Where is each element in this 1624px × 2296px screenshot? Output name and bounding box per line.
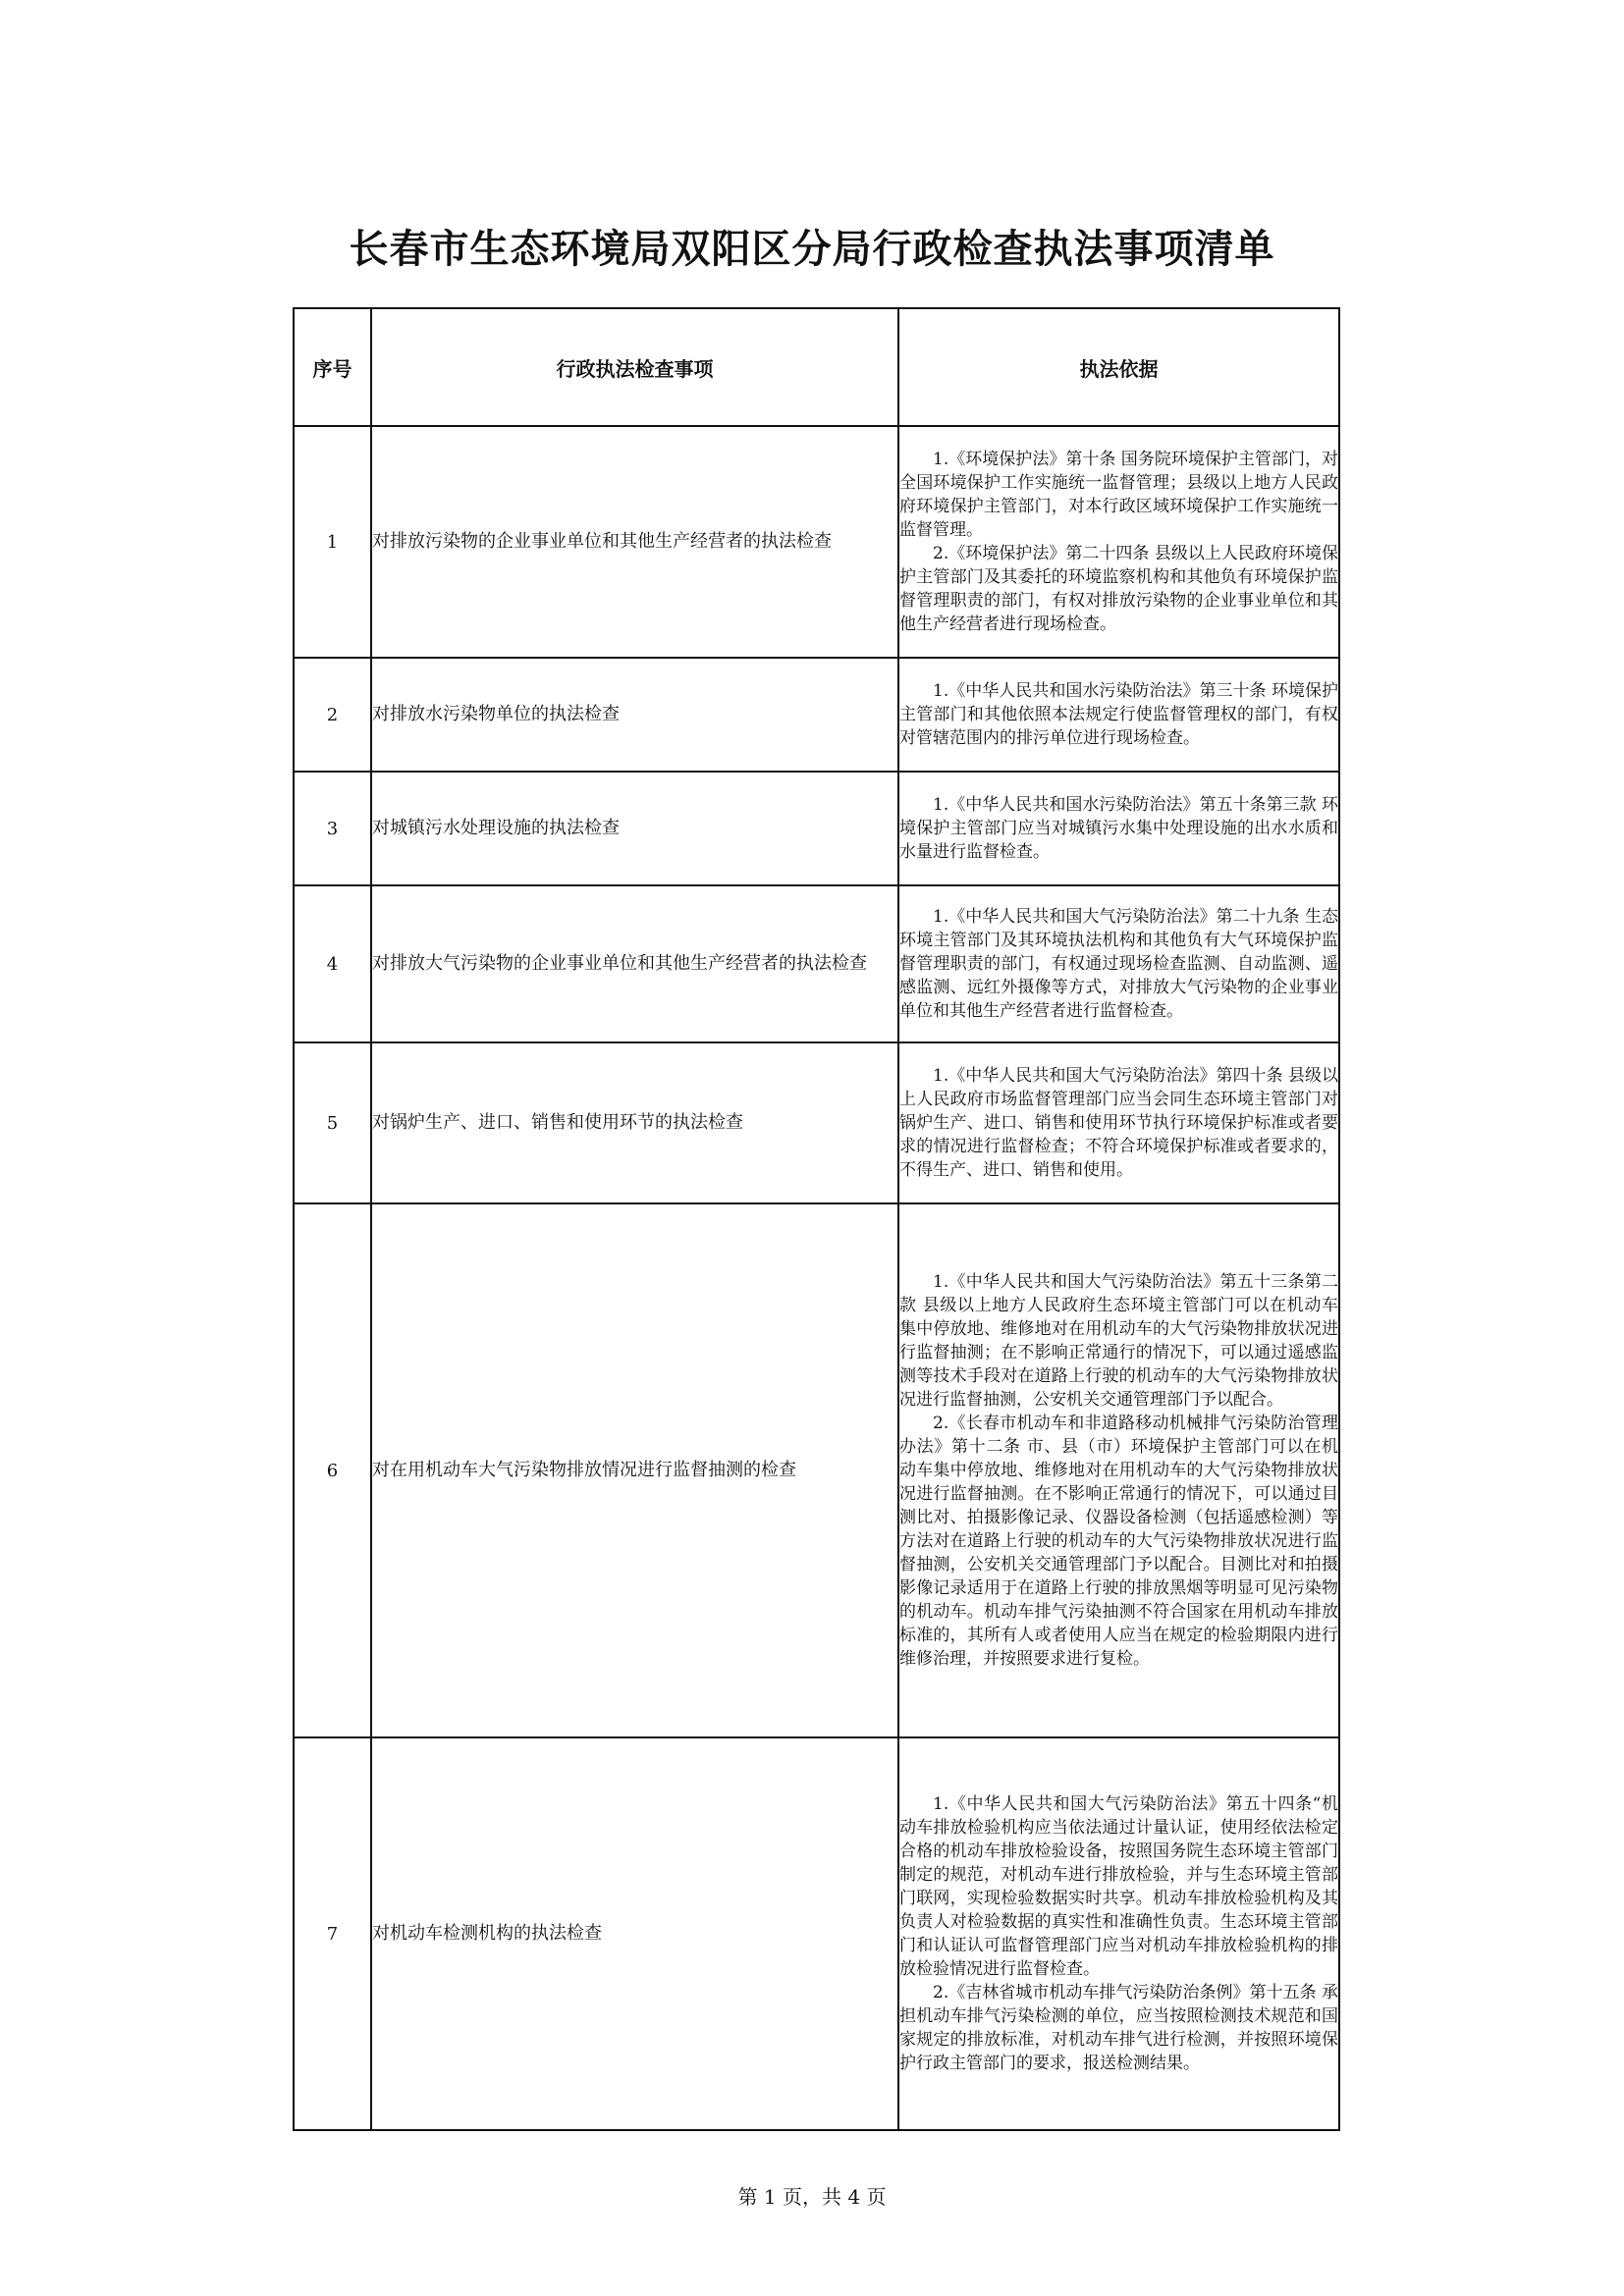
page-footer: 第 1 页，共 4 页 — [737, 2185, 887, 2209]
basis-clause: 2.《环境保护法》第二十四条 县级以上人民政府环境保护主管部门及其委托的环境监察机构和其他负有环境保护监督管理职责的部门，有权对排放污染物的企业事业单位和其他生产经营者进行现场检查。 — [899, 544, 1338, 634]
row-item: 对排放污染物的企业事业单位和其他生产经营者的执法检查 — [371, 426, 898, 658]
row-basis — [898, 426, 1339, 658]
row-item: 对机动车检测机构的执法检查 — [371, 1737, 898, 2130]
table-row — [294, 658, 1339, 772]
table-row — [294, 1203, 1339, 1737]
row-basis — [898, 885, 1339, 1042]
row-seq: 7 — [294, 1737, 371, 2130]
basis-clause: 2.《长春市机动车和非道路移动机械排气污染防治管理办法》第十二条 市、县（市）环境保护主管部门可以在机动车集中停放地、维修地对在用机动车的大气污染物排放状况进行监督抽测。在不影响正常通行的情况下，可以通过目测比对、拍摄影像记录、仪器设备检测（包括遥感检测）等方法对在道路上行驶的机动车的大气污染物排放状况进行监督抽测，公安机关交通管理部门予以配合。目测比对和拍摄影像记录适用于在道路上行驶的排放黑烟等明显可见污染物的机动车。机动车排气污染抽测不符合国家在用机动车排放标准的，其所有人或者使用人应当在规定的检验期限内进行维修治理，并按照要求进行复检。 — [899, 1414, 1338, 1669]
row-basis — [898, 1042, 1339, 1203]
basis-clause: 1.《中华人民共和国水污染防治法》第五十条第三款 环境保护主管部门应当对城镇污水集中处理设施的出水水质和水量进行监督检查。 — [899, 795, 1338, 862]
basis-clause: 1.《环境保护法》第十条 国务院环境保护主管部门，对全国环境保护工作实施统一监督管理；县级以上地方人民政府环境保护主管部门，对本行政区域环境保护工作实施统一监督管理。 — [899, 450, 1338, 540]
row-seq: 6 — [294, 1203, 371, 1737]
row-basis — [898, 1737, 1339, 2130]
basis-clause: 1.《中华人民共和国大气污染防治法》第二十九条 生态环境主管部门及其环境执法机构和其他负有大气环境保护监督管理职责的部门，有权通过现场检查监测、自动监测、遥感监测、远红外摄像等方式，对排放大气污染物的企业事业单位和其他生产经营者进行监督检查。 — [899, 907, 1338, 1021]
basis-clause: 1.《中华人民共和国大气污染防治法》第五十三条第二款 县级以上地方人民政府生态环境主管部门可以在机动车集中停放地、维修地对在用机动车的大气污染物排放状况进行监督抽测；在不影响正常通行的情况下，可以通过遥感监测等技术手段对在道路上行驶的机动车的大气污染物排放状况进行监督抽测，公安机关交通管理部门予以配合。 — [899, 1272, 1338, 1410]
header-basis: 执法依据 — [898, 308, 1339, 426]
header-item: 行政执法检查事项 — [371, 308, 898, 426]
header-seq: 序号 — [294, 308, 371, 426]
row-seq: 2 — [294, 658, 371, 772]
table-header-row — [294, 308, 1339, 426]
row-basis — [898, 1203, 1339, 1737]
row-seq: 5 — [294, 1042, 371, 1203]
row-item: 对排放大气污染物的企业事业单位和其他生产经营者的执法检查 — [371, 885, 898, 1042]
table-row — [294, 1737, 1339, 2130]
basis-clause: 2.《吉林省城市机动车排气污染防治条例》第十五条 承担机动车排气污染检测的单位，应当按照检测技术规范和国家规定的排放标准，对机动车排气进行检测，并按照环境保护行政主管部门的要求，报送检测结果。 — [899, 1983, 1338, 2073]
table-row — [294, 772, 1339, 885]
row-seq: 4 — [294, 885, 371, 1042]
row-seq: 1 — [294, 426, 371, 658]
table-row — [294, 885, 1339, 1042]
row-item: 对排放水污染物单位的执法检查 — [371, 658, 898, 772]
row-item: 对在用机动车大气污染物排放情况进行监督抽测的检查 — [371, 1203, 898, 1737]
page-title: 长春市生态环境局双阳区分局行政检查执法事项清单 — [349, 227, 1275, 272]
basis-clause: 1.《中华人民共和国大气污染防治法》第四十条 县级以上人民政府市场监督管理部门应当会同生态环境主管部门对锅炉生产、进口、销售和使用环节执行环境保护标准或者要求的情况进行监督检查；不符合环境保护标准或者要求的，不得生产、进口、销售和使用。 — [899, 1066, 1338, 1180]
basis-clause: 1.《中华人民共和国水污染防治法》第三十条 环境保护主管部门和其他依照本法规定行使监督管理权的部门，有权对管辖范围内的排污单位进行现场检查。 — [899, 681, 1338, 748]
row-basis — [898, 658, 1339, 772]
table-row — [294, 1042, 1339, 1203]
enforcement-table — [293, 307, 1340, 2131]
table-row — [294, 426, 1339, 658]
row-basis — [898, 772, 1339, 885]
row-item: 对锅炉生产、进口、销售和使用环节的执法检查 — [371, 1042, 898, 1203]
row-seq: 3 — [294, 772, 371, 885]
basis-clause: 1.《中华人民共和国大气污染防治法》第五十四条“机动车排放检验机构应当依法通过计量认证，使用经依法检定合格的机动车排放检验设备，按照国务院生态环境主管部门制定的规范，对机动车进行排放检验，并与生态环境主管部门联网，实现检验数据实时共享。机动车排放检验机构及其负责人对检验数据的真实性和准确性负责。生态环境主管部门和认证认可监督管理部门应当对机动车排放检验机构的排放检验情况进行监督检查。 — [899, 1794, 1338, 1979]
row-item: 对城镇污水处理设施的执法检查 — [371, 772, 898, 885]
